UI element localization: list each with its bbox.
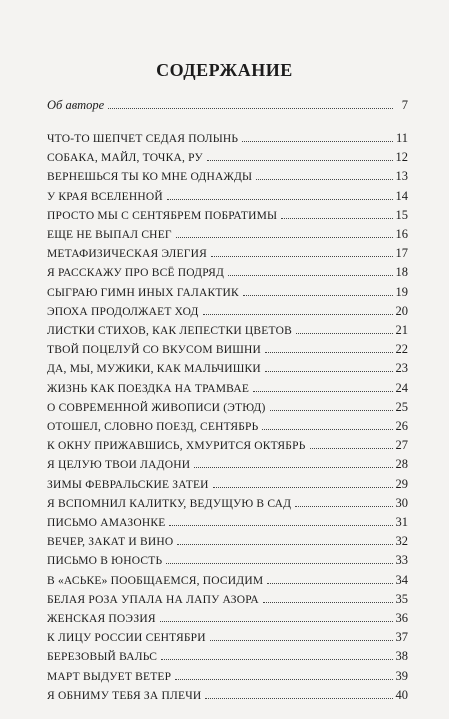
page-title: СОДЕРЖАНИЕ <box>156 60 293 80</box>
toc-entry <box>47 476 408 492</box>
dot-leader <box>265 352 392 353</box>
toc-entry-page: 22 <box>395 342 408 357</box>
toc-entry-label: ЧТО-ТО ШЕПЧЕТ СЕДАЯ ПОЛЫНЬ <box>47 133 239 145</box>
toc-entry-label: МЕТАФИЗИЧЕСКАЯ ЭЛЕГИЯ <box>47 248 207 261</box>
toc-entry-label: МАРТ ВЫДУЕТ ВЕТЕР <box>47 670 172 683</box>
toc-entry-page: 11 <box>395 131 408 145</box>
dot-leader <box>166 563 392 564</box>
toc-entry-label: ВЕРНЕШЬСЯ ТЫ КО МНЕ ОДНАЖДЫ <box>47 171 253 184</box>
dot-leader <box>175 679 392 680</box>
toc-entry-page: 20 <box>395 303 408 318</box>
dot-leader <box>310 448 393 449</box>
toc-entry <box>47 322 408 338</box>
dot-leader <box>169 525 392 526</box>
toc-entry-page: 39 <box>395 668 408 683</box>
toc-entry-page: 30 <box>395 495 408 510</box>
toc-entry-page: 23 <box>395 361 408 376</box>
toc-entry-label: ЛИСТКИ СТИХОВ, КАК ЛЕПЕСТКИ ЦВЕТОВ <box>47 325 292 337</box>
toc-entry-label: ПРОСТО МЫ С СЕНТЯБРЕМ ПОБРАТИМЫ <box>47 209 278 222</box>
toc-entry <box>47 572 408 588</box>
toc-entry-page: 15 <box>395 207 408 222</box>
dot-leader <box>207 160 393 161</box>
toc-entry <box>47 495 408 511</box>
toc-entry <box>47 437 408 453</box>
toc-entry-label: Я ВСПОМНИЛ КАЛИТКУ, ВЕДУЩУЮ В САД <box>47 497 292 510</box>
toc-entry-label: К ОКНУ ПРИЖАВШИСЬ, ХМУРИТСЯ ОКТЯБРЬ <box>47 440 306 453</box>
toc-entry-page: 7 <box>401 98 408 112</box>
toc-entry-page: 16 <box>395 227 408 241</box>
dot-leader <box>210 640 393 641</box>
toc-entry <box>47 341 408 357</box>
toc-entry-page: 33 <box>395 553 408 568</box>
toc-entry-label: Об авторе <box>47 98 105 112</box>
dot-leader <box>176 237 393 238</box>
dot-leader <box>242 141 393 142</box>
toc-entry-label: У КРАЯ ВСЕЛЕННОЙ <box>47 190 163 203</box>
toc-entry-page: 18 <box>395 265 408 280</box>
toc-entry-page: 29 <box>395 476 408 491</box>
toc-entry-page: 21 <box>395 323 408 337</box>
toc-entry <box>47 188 408 204</box>
dot-leader <box>267 583 392 584</box>
toc-entry-page: 26 <box>395 419 408 433</box>
toc-entry <box>47 668 408 684</box>
dot-leader <box>295 506 392 507</box>
toc-entry-label: Я ЦЕЛУЮ ТВОИ ЛАДОНИ <box>47 459 191 472</box>
dot-leader <box>194 467 392 468</box>
toc-entry <box>47 168 408 184</box>
toc-entry-label: БЕЛАЯ РОЗА УПАЛА НА ЛАПУ АЗОРА <box>47 593 259 606</box>
toc-entry-page: 14 <box>395 188 408 203</box>
dot-leader <box>270 410 393 411</box>
toc-entry-label: ОТОШЕЛ, СЛОВНО ПОЕЗД, СЕНТЯБРЬ <box>47 421 259 433</box>
toc-entry <box>47 303 408 319</box>
toc-entry-page: 28 <box>395 457 408 472</box>
toc-entry <box>47 418 408 434</box>
toc-entry-label: К ЛИЦУ РОССИИ СЕНТЯБРИ <box>47 632 206 645</box>
toc-entry <box>47 226 408 242</box>
toc-entry <box>47 399 408 415</box>
toc-entry-page: 35 <box>395 591 408 606</box>
toc-entry <box>47 284 408 300</box>
toc-entry-label: ПИСЬМО АМАЗОНКЕ <box>47 517 166 529</box>
dot-leader <box>256 179 392 180</box>
dot-leader <box>296 333 393 334</box>
toc-entry-page: 40 <box>395 687 408 702</box>
dot-leader <box>253 391 392 392</box>
toc-entry <box>47 591 408 607</box>
toc-entry <box>47 380 408 396</box>
toc-entry <box>47 514 408 530</box>
dot-leader <box>167 199 393 200</box>
toc-entry <box>47 687 408 703</box>
toc-entry-label: ЖИЗНЬ КАК ПОЕЗДКА НА ТРАМВАЕ <box>47 382 250 395</box>
toc-entry-page: 24 <box>395 380 408 395</box>
toc-entry <box>47 149 408 165</box>
toc-entry-label: ПИСЬМО В ЮНОСТЬ <box>47 555 163 568</box>
toc-entry <box>47 456 408 472</box>
toc-entry <box>47 648 408 664</box>
toc-entry <box>47 533 408 549</box>
dot-leader <box>160 621 393 622</box>
toc-entry-label: В «АСЬКЕ» ПООБЩАЕМСЯ, ПОСИДИМ <box>47 574 264 587</box>
dot-leader <box>161 659 392 660</box>
toc-entry <box>47 629 408 645</box>
dot-leader <box>228 275 392 276</box>
dot-leader <box>265 371 393 372</box>
dot-leader <box>262 429 392 430</box>
toc-entry-label: СОБАКА, МАЙЛ, ТОЧКА, РУ <box>47 152 203 165</box>
toc-entry <box>47 360 408 376</box>
dot-leader <box>177 544 392 545</box>
toc-entry-page: 17 <box>395 246 408 261</box>
dot-leader <box>263 602 393 603</box>
toc-entry <box>47 207 408 223</box>
toc-entry-label: ДА, МЫ, МУЖИКИ, КАК МАЛЬЧИШКИ <box>47 363 261 376</box>
toc-entry <box>47 130 408 146</box>
toc-entry-page: 19 <box>395 284 408 299</box>
dot-leader <box>205 698 392 699</box>
toc-entry-page: 25 <box>395 399 408 414</box>
toc-entry <box>47 245 408 261</box>
dot-leader <box>108 108 393 109</box>
dot-leader <box>211 256 393 257</box>
toc-entry-label: ЖЕНСКАЯ ПОЭЗИЯ <box>47 613 156 625</box>
toc-entry-label: Я ОБНИМУ ТЕБЯ ЗА ПЛЕЧИ <box>47 689 202 702</box>
toc-entry-label: ВЕЧЕР, ЗАКАТ И ВИНО <box>47 536 174 549</box>
dot-leader <box>203 314 393 315</box>
toc-entry-label: ТВОЙ ПОЦЕЛУЙ СО ВКУСОМ ВИШНИ <box>47 344 262 357</box>
toc-entry-page: 37 <box>395 630 408 645</box>
toc-entry-label: СЫГРАЮ ГИМН ИНЫХ ГАЛАКТИК <box>47 286 239 299</box>
dot-leader <box>213 487 393 488</box>
toc-entry-page: 36 <box>395 611 408 625</box>
toc-entry-label: ЕЩЕ НЕ ВЫПАЛ СНЕГ <box>47 229 172 241</box>
dot-leader <box>243 295 393 296</box>
toc-entry-label: Я РАССКАЖУ ПРО ВСЁ ПОДРЯД <box>47 267 225 280</box>
dot-leader <box>281 218 392 219</box>
toc-entry <box>47 264 408 280</box>
toc-entry <box>47 610 408 626</box>
toc-entry-author <box>47 97 408 113</box>
toc-entry-page: 38 <box>395 649 408 664</box>
toc-entry-label: ЭПОХА ПРОДОЛЖАЕТ ХОД <box>47 305 199 318</box>
toc-entry-page: 31 <box>395 515 408 529</box>
toc-entry-label: О СОВРЕМЕННОЙ ЖИВОПИСИ (ЭТЮД) <box>47 401 266 414</box>
toc-entry-label: ЗИМЫ ФЕВРАЛЬСКИЕ ЗАТЕИ <box>47 478 209 491</box>
toc-entry-page: 32 <box>395 534 408 549</box>
toc-entry-page: 12 <box>395 150 408 165</box>
toc-entry-page: 27 <box>395 438 408 453</box>
toc-entry-page: 13 <box>395 169 408 184</box>
toc-entry-page: 34 <box>395 572 408 587</box>
toc-entry-label: БЕРЕЗОВЫЙ ВАЛЬС <box>47 651 158 664</box>
toc-entry <box>47 552 408 568</box>
